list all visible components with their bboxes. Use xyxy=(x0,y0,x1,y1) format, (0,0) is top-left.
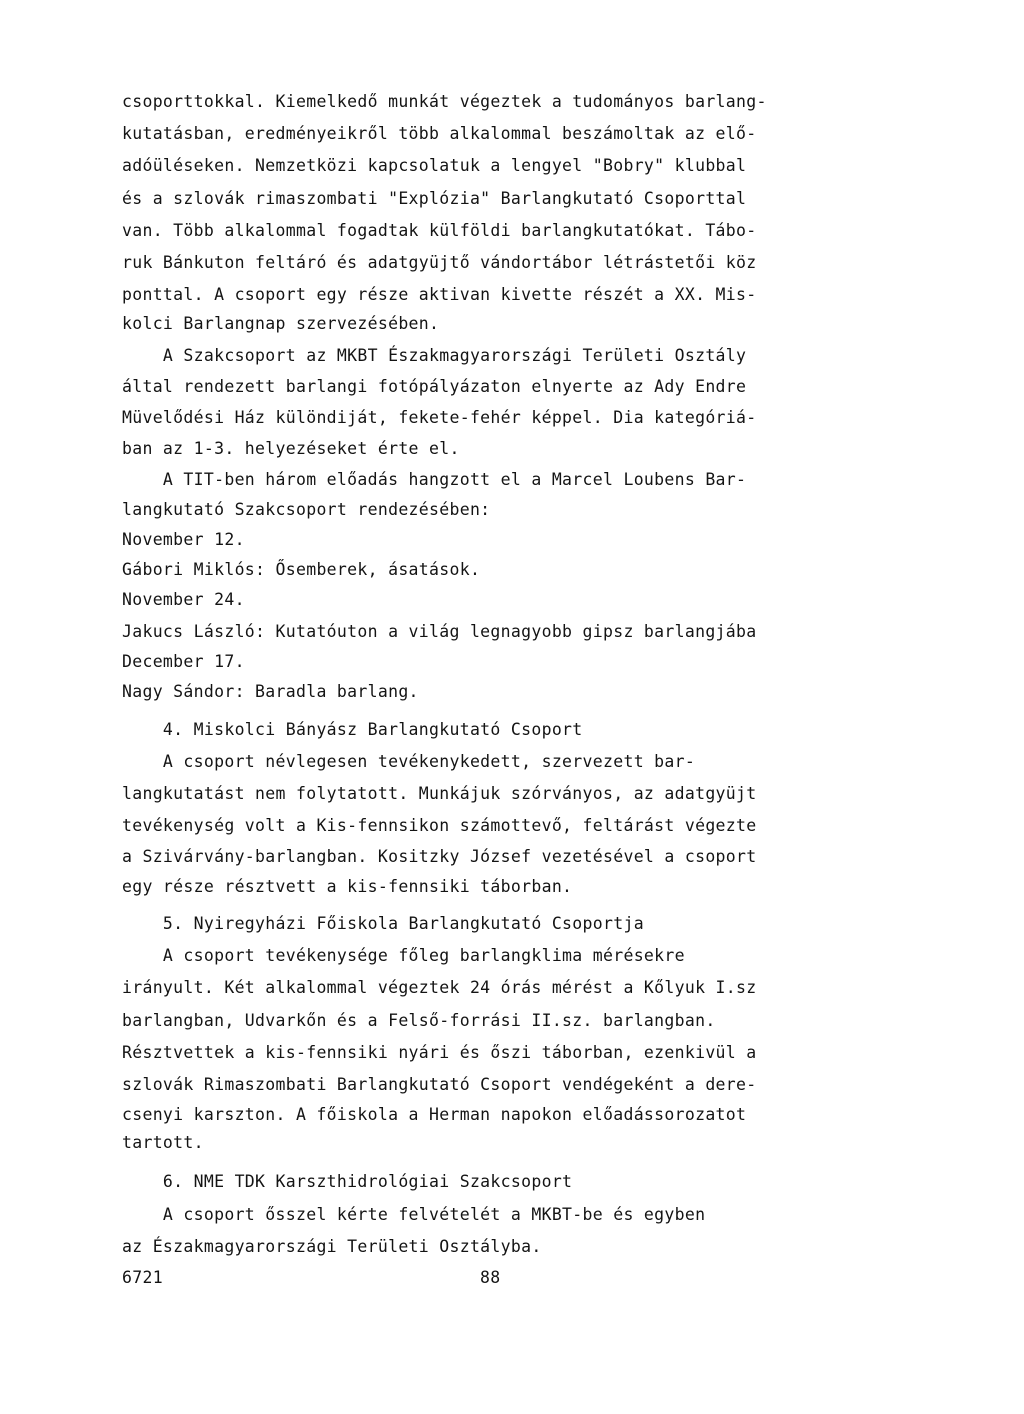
text-line: November 12. xyxy=(122,530,245,549)
text-line: adóüléseken. Nemzetközi kapcsolatuk a lengyel "Bobry" klubbal xyxy=(122,156,747,175)
text-line: tevékenység volt a Kis-fennsikon számottevő, feltárást végezte xyxy=(122,816,757,835)
text-line: csenyi karszton. A főiskola a Herman napokon előadássorozatot xyxy=(122,1105,747,1124)
footer-code: 6721 xyxy=(122,1268,163,1287)
text-line: barlangban, Udvarkőn és a Felső-forrási II.sz. barlangban. xyxy=(122,1011,716,1030)
text-line: Jakucs László: Kutatóuton a világ legnagyobb gipsz barlangjába xyxy=(122,622,757,641)
section-heading: 5. Nyiregyházi Főiskola Barlangkutató Csoportja xyxy=(122,914,644,933)
text-line: Gábori Miklós: Ősemberek, ásatások. xyxy=(122,560,481,579)
text-line: tartott. xyxy=(122,1133,204,1152)
text-line: langkutatást nem folytatott. Munkájuk szórványos, az adatgyüjt xyxy=(122,784,757,803)
text-line: langkutató Szakcsoport rendezésében: xyxy=(122,500,491,519)
text-line: A Szakcsoport az MKBT Északmagyarországi Területi Osztály xyxy=(122,346,747,365)
text-line: van. Több alkalommal fogadtak külföldi barlangkutatókat. Tábo- xyxy=(122,221,757,240)
text-line: kolci Barlangnap szervezésében. xyxy=(122,314,440,333)
text-line: ruk Bánkuton feltáró és adatgyüjtő vándortábor létrástetői köz xyxy=(122,253,757,272)
text-line: Müvelődési Ház különdiját, fekete-fehér képpel. Dia kategóriá- xyxy=(122,408,757,427)
section-heading: 4. Miskolci Bányász Barlangkutató Csoport xyxy=(122,720,583,739)
text-line: A csoport névlegesen tevékenykedett, szervezett bar- xyxy=(122,752,696,771)
text-line: a Szivárvány-barlangban. Kositzky József vezetésével a csoport xyxy=(122,847,757,866)
text-line: irányult. Két alkalommal végeztek 24 órás mérést a Kőlyuk I.sz xyxy=(122,978,757,997)
text-line: November 24. xyxy=(122,590,245,609)
text-line: szlovák Rimaszombati Barlangkutató Csoport vendégeként a dere- xyxy=(122,1075,757,1094)
section-heading: 6. NME TDK Karszthidrológiai Szakcsoport xyxy=(122,1172,573,1191)
text-line: A csoport ősszel kérte felvételét a MKBT-be és egyben xyxy=(122,1205,706,1224)
text-line: kutatásban, eredményeikről több alkalommal beszámoltak az elő- xyxy=(122,124,757,143)
text-line: csoporttokkal. Kiemelkedő munkát végeztek a tudományos barlang- xyxy=(122,92,767,111)
text-line: által rendezett barlangi fotópályázaton elnyerte az Ady Endre xyxy=(122,377,747,396)
text-line: egy része résztvett a kis-fennsiki táborban. xyxy=(122,877,573,896)
text-line: az Északmagyarországi Területi Osztályba. xyxy=(122,1237,542,1256)
text-line: és a szlovák rimaszombati "Explózia" Barlangkutató Csoporttal xyxy=(122,189,747,208)
text-line: December 17. xyxy=(122,652,245,671)
text-line: A csoport tevékenysége főleg barlangklima mérésekre xyxy=(122,946,685,965)
text-line: Nagy Sándor: Baradla barlang. xyxy=(122,682,419,701)
text-line: ponttal. A csoport egy része aktivan kivette részét a XX. Mis- xyxy=(122,285,757,304)
text-line: Résztvettek a kis-fennsiki nyári és őszi táborban, ezenkivül a xyxy=(122,1043,757,1062)
page-number: 88 xyxy=(480,1268,501,1287)
text-line: ban az 1-3. helyezéseket érte el. xyxy=(122,439,460,458)
text-line: A TIT-ben három előadás hangzott el a Marcel Loubens Bar- xyxy=(122,470,747,489)
